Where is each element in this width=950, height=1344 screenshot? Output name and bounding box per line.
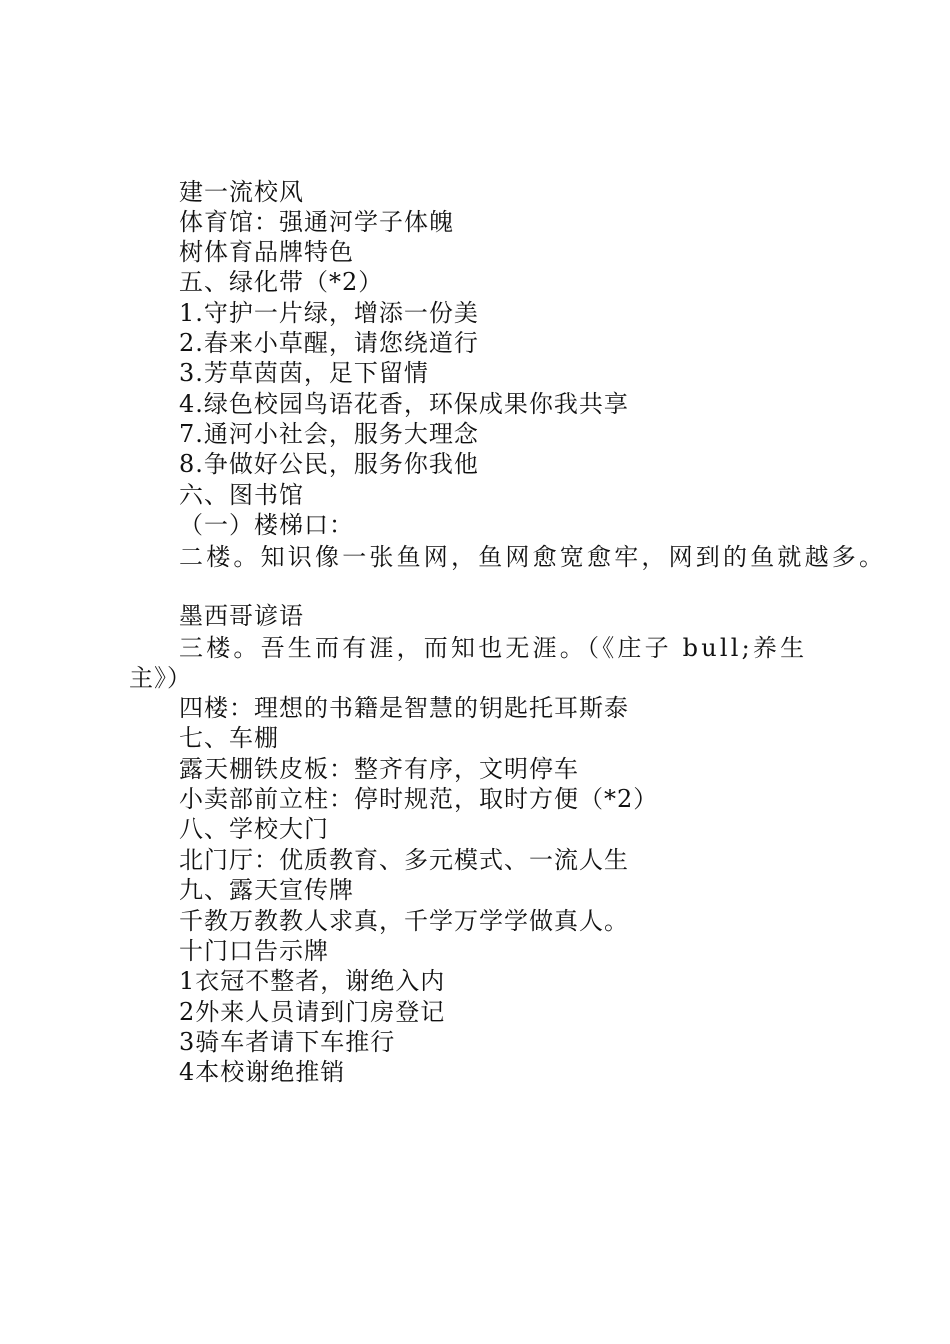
- text-line: 二楼。知识像一张鱼网，鱼网愈宽愈牢，网到的鱼就越多。: [179, 543, 887, 571]
- list-item: 8.争做好公民，服务你我他: [179, 450, 479, 478]
- list-item: 2.春来小草醒，请您绕道行: [179, 329, 479, 357]
- text-line: 小卖部前立柱：停时规范，取时方便（*2）: [179, 785, 659, 813]
- text-line: 北门厅：优质教育、多元模式、一流人生: [179, 846, 629, 874]
- list-item: 4.绿色校园鸟语花香，环保成果你我共享: [179, 390, 629, 418]
- text-line: 三楼。吾生而有涯，而知也无涯。（《庄子 bull;养生: [179, 634, 808, 662]
- list-item: 1衣冠不整者，谢绝入内: [179, 967, 446, 995]
- list-item: 3骑车者请下车推行: [179, 1028, 396, 1056]
- list-item: 1.守护一片绿，增添一份美: [179, 299, 479, 327]
- text-line: 建一流校风: [179, 178, 304, 206]
- list-item: 3.芳草茵茵，足下留情: [179, 359, 429, 387]
- text-line: 四楼：理想的书籍是智慧的钥匙托耳斯泰: [179, 694, 629, 722]
- text-line: 树体育品牌特色: [179, 238, 354, 266]
- subsection-heading: （一）楼梯口：: [179, 511, 354, 539]
- section-heading: 六、图书馆: [179, 481, 304, 509]
- section-heading: 七、车棚: [179, 724, 279, 752]
- section-heading: 九、露天宣传牌: [179, 876, 354, 904]
- text-line: 体育馆：强通河学子体魄: [179, 208, 454, 236]
- list-item: 4本校谢绝推销: [179, 1058, 346, 1086]
- list-item: 7.通河小社会，服务大理念: [179, 420, 479, 448]
- text-line: 千教万教教人求真，千学万学学做真人。: [179, 907, 629, 935]
- section-heading: 五、绿化带（*2）: [179, 268, 384, 296]
- text-line: 主》）: [129, 664, 192, 692]
- list-item: 2外来人员请到门房登记: [179, 998, 446, 1026]
- text-line: 露天棚铁皮板：整齐有序，文明停车: [179, 755, 579, 783]
- text-line: 墨西哥谚语: [179, 602, 304, 630]
- section-heading: 十门口告示牌: [179, 937, 329, 965]
- section-heading: 八、学校大门: [179, 815, 329, 843]
